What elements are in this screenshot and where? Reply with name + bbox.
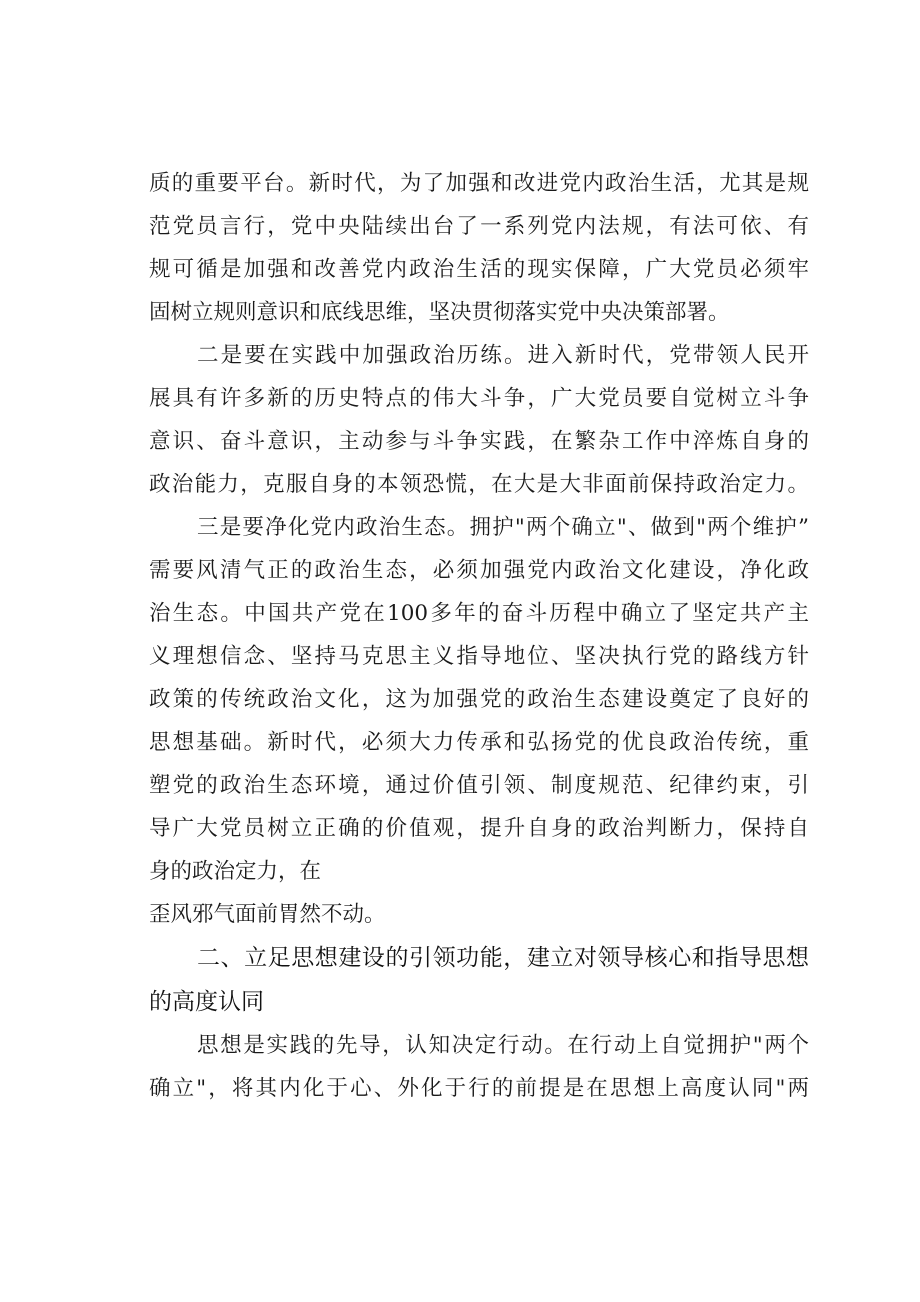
text-line: 政治能力，克服自身的本领恐慌，在大是大非面前保持政治定力。	[149, 472, 809, 497]
paragraph-political-training	[149, 334, 809, 506]
text-line: 身的政治定力，在	[149, 859, 322, 884]
heading-line: 的高度认同	[149, 989, 264, 1015]
heading-line: 二、立足思想建设的引领功能，建立对领导核心和指导思想	[197, 945, 809, 971]
text-line: 确立"，将其内化于心、外化于行的前提是在思想上高度认同"两	[149, 1076, 809, 1101]
text-line: 展具有许多新的历史特点的伟大斗争，广大党员要自觉树立斗争	[149, 386, 809, 411]
document-body	[149, 162, 809, 1110]
text-line: 需要风清气正的政治生态，必须加强党内政治文化建设，净化政	[149, 558, 809, 583]
text-line: 意识、奋斗意识，主动参与斗争实践，在繁杂工作中淬炼自身的	[149, 429, 809, 454]
paragraph-political-ecology	[149, 506, 809, 936]
text-line: 固树立规则意识和底线思维，坚决贯彻落实党中央决策部署。	[149, 300, 730, 325]
text-line: 二是要在实践中加强政治历练。进入新时代，党带领人民开	[197, 343, 809, 368]
text-line: 思想是实践的先导，认知决定行动。在行动上自觉拥护"两个	[197, 1033, 809, 1058]
text-line: 治生态。中国共产党在100多年的奋斗历程中确立了坚定共产主	[149, 601, 809, 626]
text-line: 质的重要平台。新时代，为了加强和改进党内政治生活，尤其是规	[149, 171, 809, 196]
text-line: 范党员言行，党中央陆续出台了一系列党内法规，有法可依、有	[149, 214, 809, 239]
text-line: 导广大党员树立正确的价值观，提升自身的政治判断力，保持自	[149, 816, 809, 841]
text-line: 塑党的政治生态环境，通过价值引领、制度规范、纪律约束，引	[149, 773, 809, 798]
paragraph-platform	[149, 162, 809, 334]
text-line: 歪风邪气面前胃然不动。	[149, 902, 386, 927]
text-line: 三是要净化党内政治生态。拥护"两个确立"、做到"两个维护”	[197, 515, 809, 540]
text-line: 规可循是加强和改善党内政治生活的现实保障，广大党员必须牢	[149, 257, 809, 282]
section-heading-2	[149, 936, 809, 1024]
paragraph-thought-practice	[149, 1024, 809, 1110]
text-line: 思想基础。新时代，必须大力传承和弘扬党的优良政治传统，重	[149, 730, 809, 755]
text-line: 政策的传统政治文化，这为加强党的政治生态建设奠定了良好的	[149, 687, 809, 712]
text-line: 义理想信念、坚持马克思主义指导地位、坚决执行党的路线方针	[149, 644, 809, 669]
